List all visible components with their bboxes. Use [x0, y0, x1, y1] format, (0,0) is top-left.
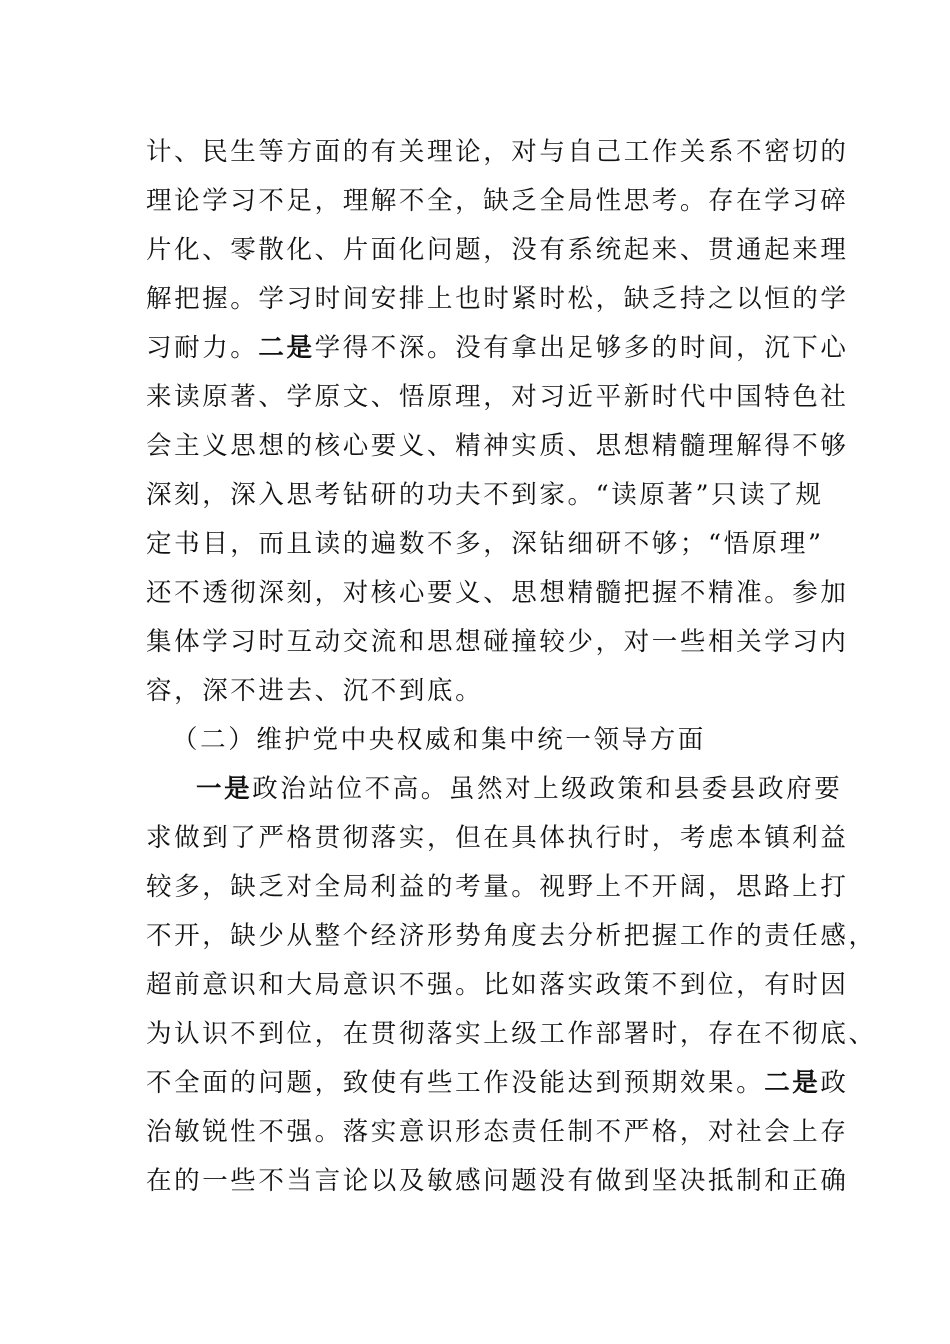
- text-run: 不全面的问题，致使有些工作没能达到预期效果。: [146, 1068, 765, 1098]
- text-run: 习耐力。: [146, 333, 259, 363]
- text-line: 不开，缺少从整个经济形势角度去分析把握工作的责任感，: [146, 921, 877, 951]
- text-run: 学得不深。没有拿出足够多的时间，沉下心: [314, 333, 849, 363]
- text-line: [146, 1063, 849, 1103]
- text-line: 深刻，深入思考钻研的功夫不到家。“读原著”只读了规: [146, 480, 824, 510]
- text-line: 超前意识和大局意识不强。比如落实政策不到位，有时因: [146, 970, 849, 1000]
- text-line: 治敏锐性不强。落实意识形态责任制不严格，对社会上存: [146, 1117, 849, 1147]
- text-line: 定书目，而且读的遍数不多，深钻细研不够；“悟原理”: [146, 529, 824, 559]
- emphasis-text: 二是: [258, 333, 315, 363]
- emphasis-text: 一是: [196, 774, 253, 804]
- text-line: 集体学习时互动交流和思想碰撞较少，对一些相关学习内: [146, 627, 849, 657]
- text-line: 解把握。学习时间安排上也时紧时松，缺乏持之以恒的学: [146, 284, 849, 314]
- text-line: 容，深不进去、沉不到底。: [146, 676, 484, 706]
- text-line: 还不透彻深刻，对核心要义、思想精髓把握不精准。参加: [146, 578, 849, 608]
- section-heading: （二）维护党中央权威和集中统一领导方面: [172, 725, 706, 755]
- text-line: 来读原著、学原文、悟原理，对习近平新时代中国特色社: [146, 382, 849, 412]
- text-line: 会主义思想的核心要义、精神实质、思想精髓理解得不够: [146, 431, 849, 461]
- emphasis-text: 二是: [764, 1068, 821, 1098]
- text-line: 较多，缺乏对全局利益的考量。视野上不开阔，思路上打: [146, 872, 849, 902]
- text-line: 在的一些不当言论以及敏感问题没有做到坚决抵制和正确: [146, 1166, 849, 1196]
- text-line: [196, 769, 856, 809]
- text-line: 片化、零散化、片面化问题，没有系统起来、贯通起来理: [146, 235, 849, 265]
- text-line: 计、民生等方面的有关理论，对与自己工作关系不密切的: [146, 137, 849, 167]
- text-line: [146, 328, 849, 368]
- text-line: 求做到了严格贯彻落实，但在具体执行时，考虑本镇利益: [146, 823, 849, 853]
- text-line: 为认识不到位，在贯彻落实上级工作部署时，存在不彻底、: [146, 1019, 877, 1049]
- text-line: 理论学习不足，理解不全，缺乏全局性思考。存在学习碎: [146, 186, 849, 216]
- text-run: 政治站位不高。虽然对上级政策和县委县政府要: [252, 774, 843, 804]
- text-run: 政: [820, 1068, 849, 1098]
